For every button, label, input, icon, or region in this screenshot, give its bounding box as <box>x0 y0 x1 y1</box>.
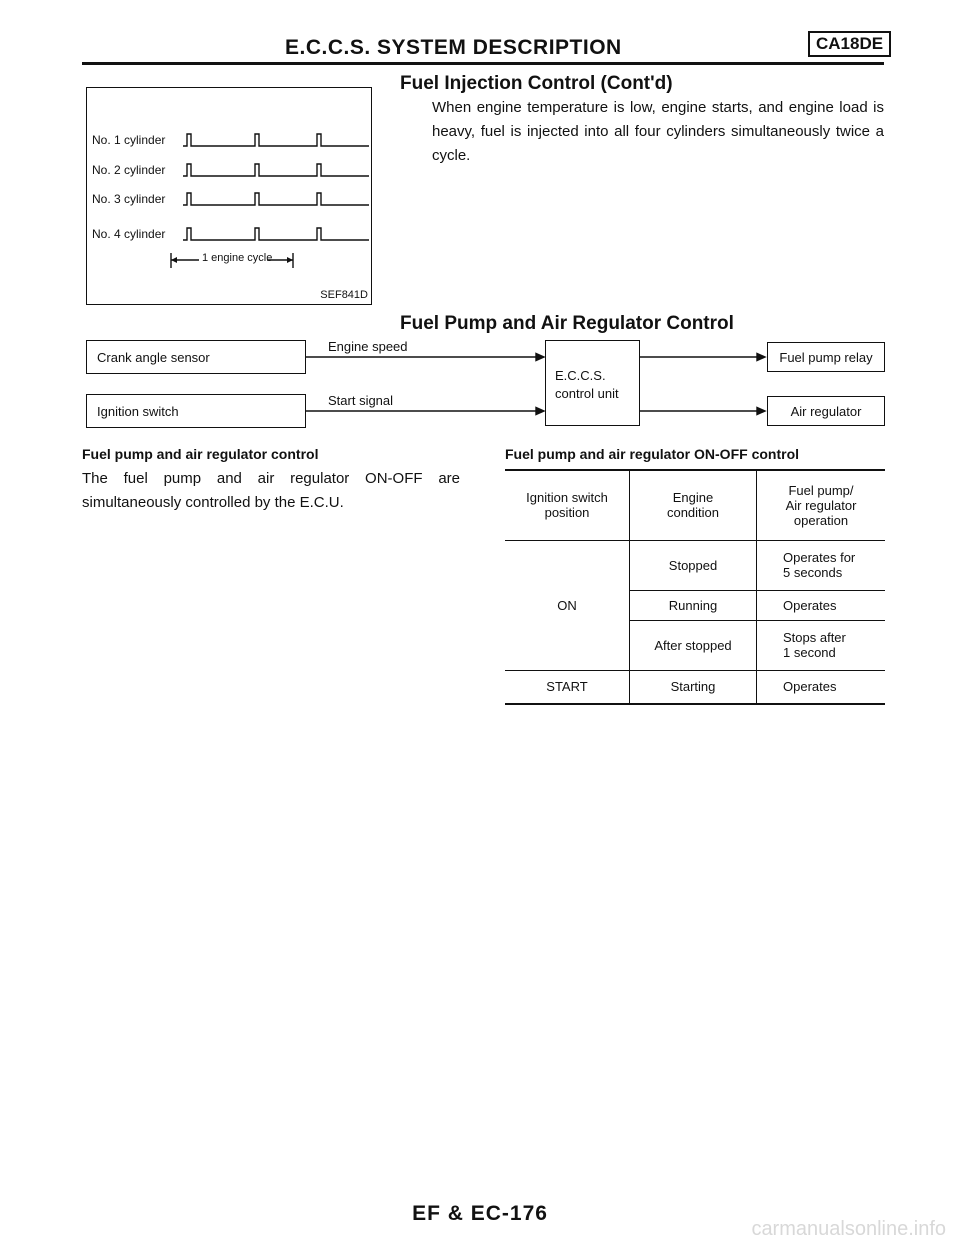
condition-cell: Running <box>630 590 757 620</box>
condition-cell: Starting <box>630 670 757 704</box>
cylinder-3-pulse <box>183 193 369 205</box>
cylinder-label: No. 3 cylinder <box>92 192 166 206</box>
start-signal: Start signal <box>328 393 394 408</box>
cylinder-2-pulse <box>183 164 369 176</box>
ignition-on-cell: ON <box>505 540 630 670</box>
fuel-pump-relay-box: Fuel pump relay <box>767 342 885 372</box>
engine-speed-signal: Engine speed <box>328 339 408 354</box>
header-operation: Fuel pump/ Air regulator operation <box>785 482 857 528</box>
table-header-row <box>505 470 885 540</box>
header-rule <box>82 62 884 65</box>
cylinder-label: No. 2 cylinder <box>92 163 166 177</box>
operation-cell: Operates for 5 seconds <box>783 550 856 580</box>
air-regulator-box: Air regulator <box>767 396 885 426</box>
operation-cell: Stops after 1 second <box>783 630 846 660</box>
watermark: carmanualsonline.info <box>751 1218 946 1240</box>
table-heading: Fuel pump and air regulator ON-OFF control <box>505 446 800 462</box>
table-row <box>505 540 885 590</box>
engine-cycle-label: 1 engine cycle <box>202 252 273 264</box>
eccs-control-unit-box: E.C.C.S. control unit <box>545 340 640 426</box>
engine-code-badge: CA18DE <box>808 31 891 57</box>
operation-cell: Operates <box>783 679 837 695</box>
header-ignition-position: Ignition switch position <box>505 470 630 540</box>
cylinder-label: No. 1 cylinder <box>92 133 166 147</box>
fuel-injection-title: Fuel Injection Control (Cont'd) <box>400 73 673 94</box>
page-number: EF & EC-176 <box>412 1202 548 1225</box>
injection-timing-figure <box>86 87 372 305</box>
pump-control-heading: Fuel pump and air regulator control <box>82 446 319 462</box>
ignition-start-cell: START <box>505 670 630 704</box>
cylinder-1-pulse <box>183 134 369 146</box>
fuel-injection-text: When engine temperature is low, engine starts, and engine load is heavy, fuel is injected into all four cylinders simultaneously twice a cycle. <box>432 99 884 164</box>
crank-angle-sensor-box: Crank angle sensor <box>86 340 306 374</box>
pump-control-table <box>505 469 885 705</box>
condition-cell: After stopped <box>630 620 757 670</box>
pump-control-text: The fuel pump and air regulator ON-OFF are simultaneously controlled by the E.C.U. <box>82 470 460 511</box>
ignition-switch-box: Ignition switch <box>86 394 306 428</box>
table-row <box>505 670 885 704</box>
figure-code: SEF841D <box>320 289 368 301</box>
header-engine-condition: Engine condition <box>630 470 757 540</box>
page-header-title: E.C.C.S. SYSTEM DESCRIPTION <box>285 36 622 59</box>
cylinder-label: No. 4 cylinder <box>92 227 166 241</box>
pump-section-title: Fuel Pump and Air Regulator Control <box>400 313 734 334</box>
cylinder-4-pulse <box>183 228 369 240</box>
operation-cell: Operates <box>783 597 837 613</box>
condition-cell: Stopped <box>630 540 757 590</box>
